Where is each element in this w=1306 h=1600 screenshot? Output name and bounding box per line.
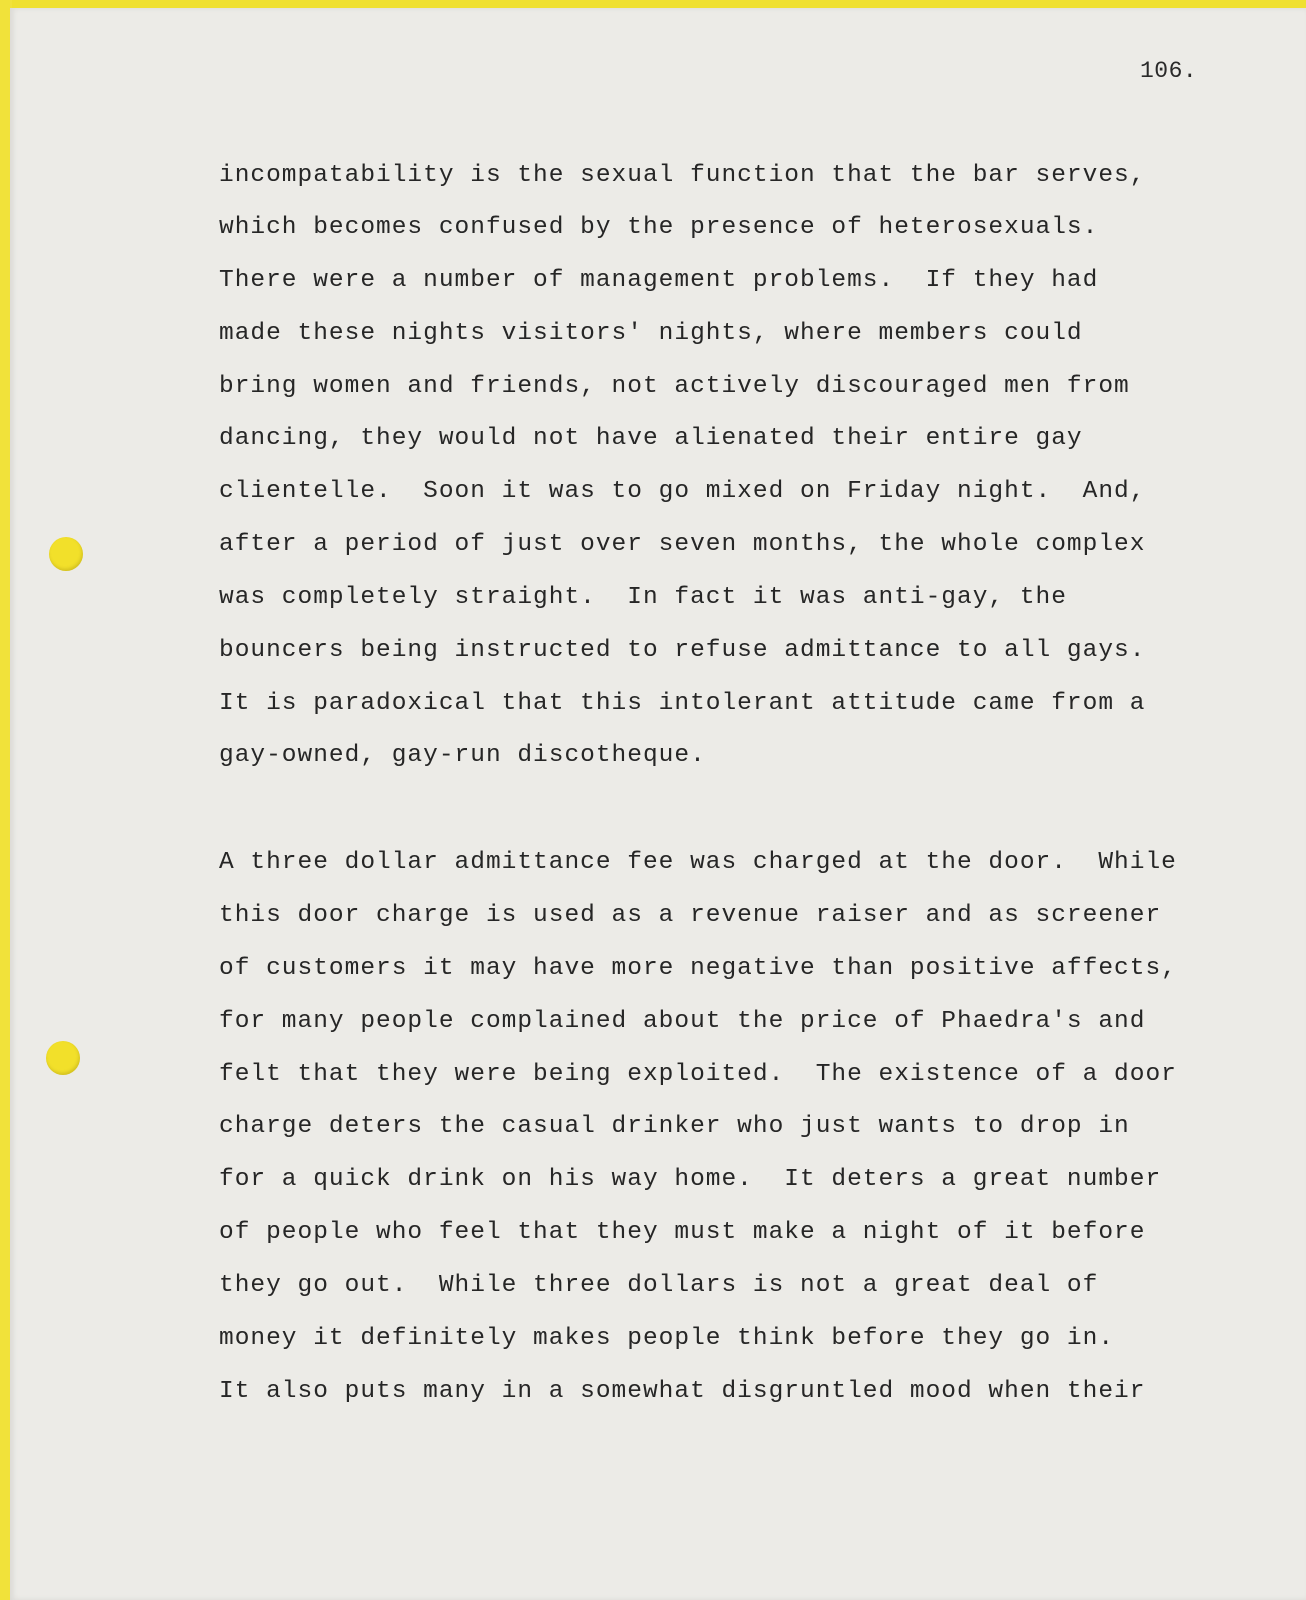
text-line: this door charge is used as a revenue raiser and as screener <box>219 902 1162 929</box>
text-line: It is paradoxical that this intolerant attitude came from a <box>219 690 1146 717</box>
text-line: bring women and friends, not actively discouraged men from <box>219 373 1130 400</box>
text-line: money it definitely makes people think before they go in. <box>219 1325 1115 1352</box>
page-number: 106. <box>1140 58 1198 84</box>
punch-hole <box>46 1041 80 1075</box>
text-line: made these nights visitors' nights, where members could <box>219 320 1083 347</box>
typewritten-page <box>10 8 1306 1600</box>
text-line: which becomes confused by the presence of heterosexuals. <box>219 214 1099 241</box>
text-line: felt that they were being exploited. The existence of a door <box>219 1061 1177 1088</box>
text-line: gay-owned, gay-run discotheque. <box>219 742 706 769</box>
text-line: they go out. While three dollars is not a great deal of <box>219 1272 1099 1299</box>
text-line: for a quick drink on his way home. It deters a great number <box>219 1166 1162 1193</box>
punch-hole <box>49 537 83 571</box>
text-line: for many people complained about the price of Phaedra's and <box>219 1008 1146 1035</box>
text-line: bouncers being instructed to refuse admittance to all gays. <box>219 637 1146 664</box>
text-line: of customers it may have more negative than positive affects, <box>219 955 1177 982</box>
text-line: was completely straight. In fact it was anti-gay, the <box>219 584 1067 611</box>
text-line: of people who feel that they must make a night of it before <box>219 1219 1146 1246</box>
text-line: A three dollar admittance fee was charged at the door. While <box>219 849 1177 876</box>
text-line: incompatability is the sexual function that the bar serves, <box>219 162 1146 189</box>
text-line: clientelle. Soon it was to go mixed on Friday night. And, <box>219 478 1146 505</box>
text-line: It also puts many in a somewhat disgruntled mood when their <box>219 1378 1146 1405</box>
text-line: There were a number of management problems. If they had <box>219 267 1099 294</box>
text-line: charge deters the casual drinker who just wants to drop in <box>219 1113 1130 1140</box>
text-line: dancing, they would not have alienated their entire gay <box>219 425 1083 452</box>
text-line: after a period of just over seven months, the whole complex <box>219 531 1146 558</box>
